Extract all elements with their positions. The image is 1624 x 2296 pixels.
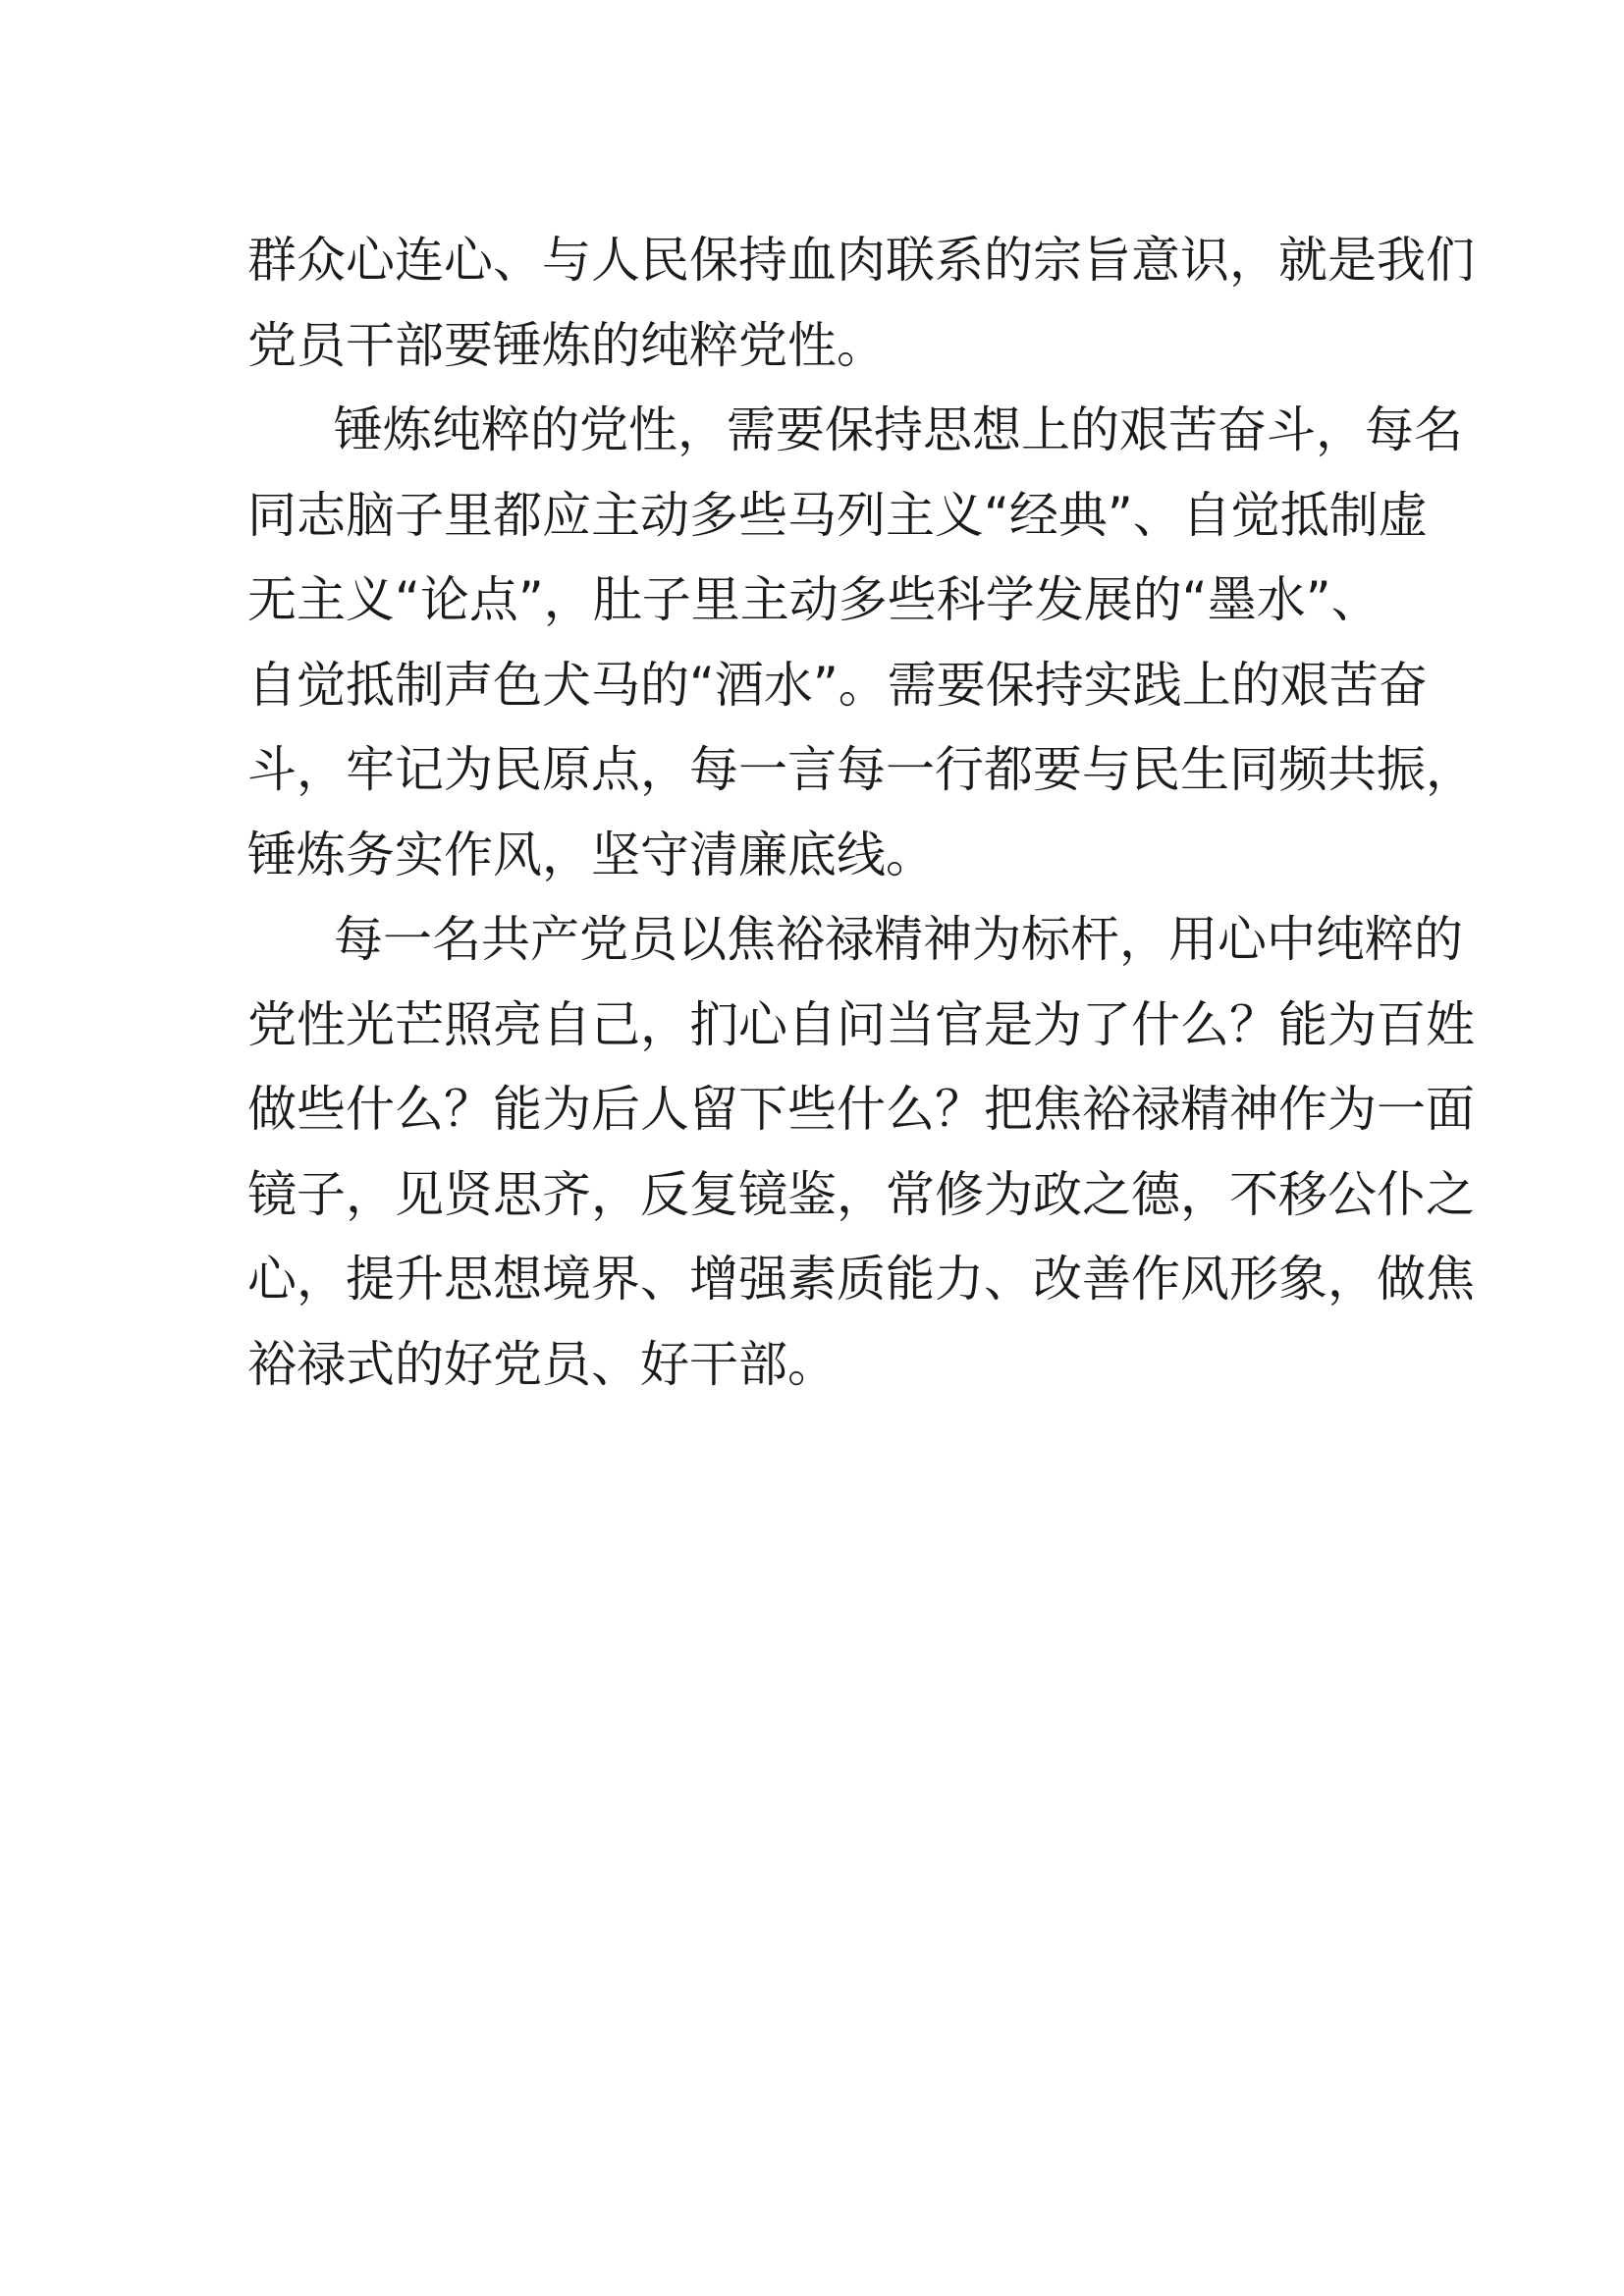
- text-line: 群众心连心、与人民保持血肉联系的宗旨意识，就是我们: [247, 232, 1475, 289]
- text-line: 无主义“论点”，肚子里主动多些科学发展的“墨水”、: [247, 571, 1380, 628]
- text-line: 锤炼务实作风，坚守清廉底线。: [247, 826, 935, 883]
- text-line: 斗，牢记为民原点，每一言每一行都要与民生同频共振，: [247, 741, 1475, 798]
- text-line: 裕禄式的好党员、好干部。: [247, 1335, 837, 1393]
- text-line: 党员干部要锤炼的纯粹党性。: [247, 316, 886, 374]
- text-line: 自觉抵制声色犬马的“酒水”。需要保持实践上的艰苦奋: [247, 656, 1428, 714]
- text-line: 心，提升思想境界、增强素质能力、改善作风形象，做焦: [247, 1251, 1475, 1308]
- body-text: [247, 218, 1475, 1407]
- text-line: 党性光芒照亮自己，扪心自问当官是为了什么？能为百姓: [247, 995, 1475, 1053]
- text-line: 锤炼纯粹的党性，需要保持思想上的艰苦奋斗，每名: [334, 401, 1463, 458]
- text-line: 镜子，见贤思齐，反复镜鉴，常修为政之德，不移公仆之: [247, 1165, 1475, 1223]
- paragraph-3: [247, 897, 1475, 1407]
- text-line: 每一名共产党员以焦裕禄精神为标杆，用心中纯粹的: [334, 911, 1463, 968]
- text-line: 同志脑子里都应主动多些马列主义“经典”、自觉抵制虚: [247, 486, 1428, 544]
- paragraph-1: [247, 218, 1475, 388]
- paragraph-2: [247, 388, 1475, 897]
- text-line: 做些什么？能为后人留下些什么？把焦裕禄精神作为一面: [247, 1081, 1475, 1138]
